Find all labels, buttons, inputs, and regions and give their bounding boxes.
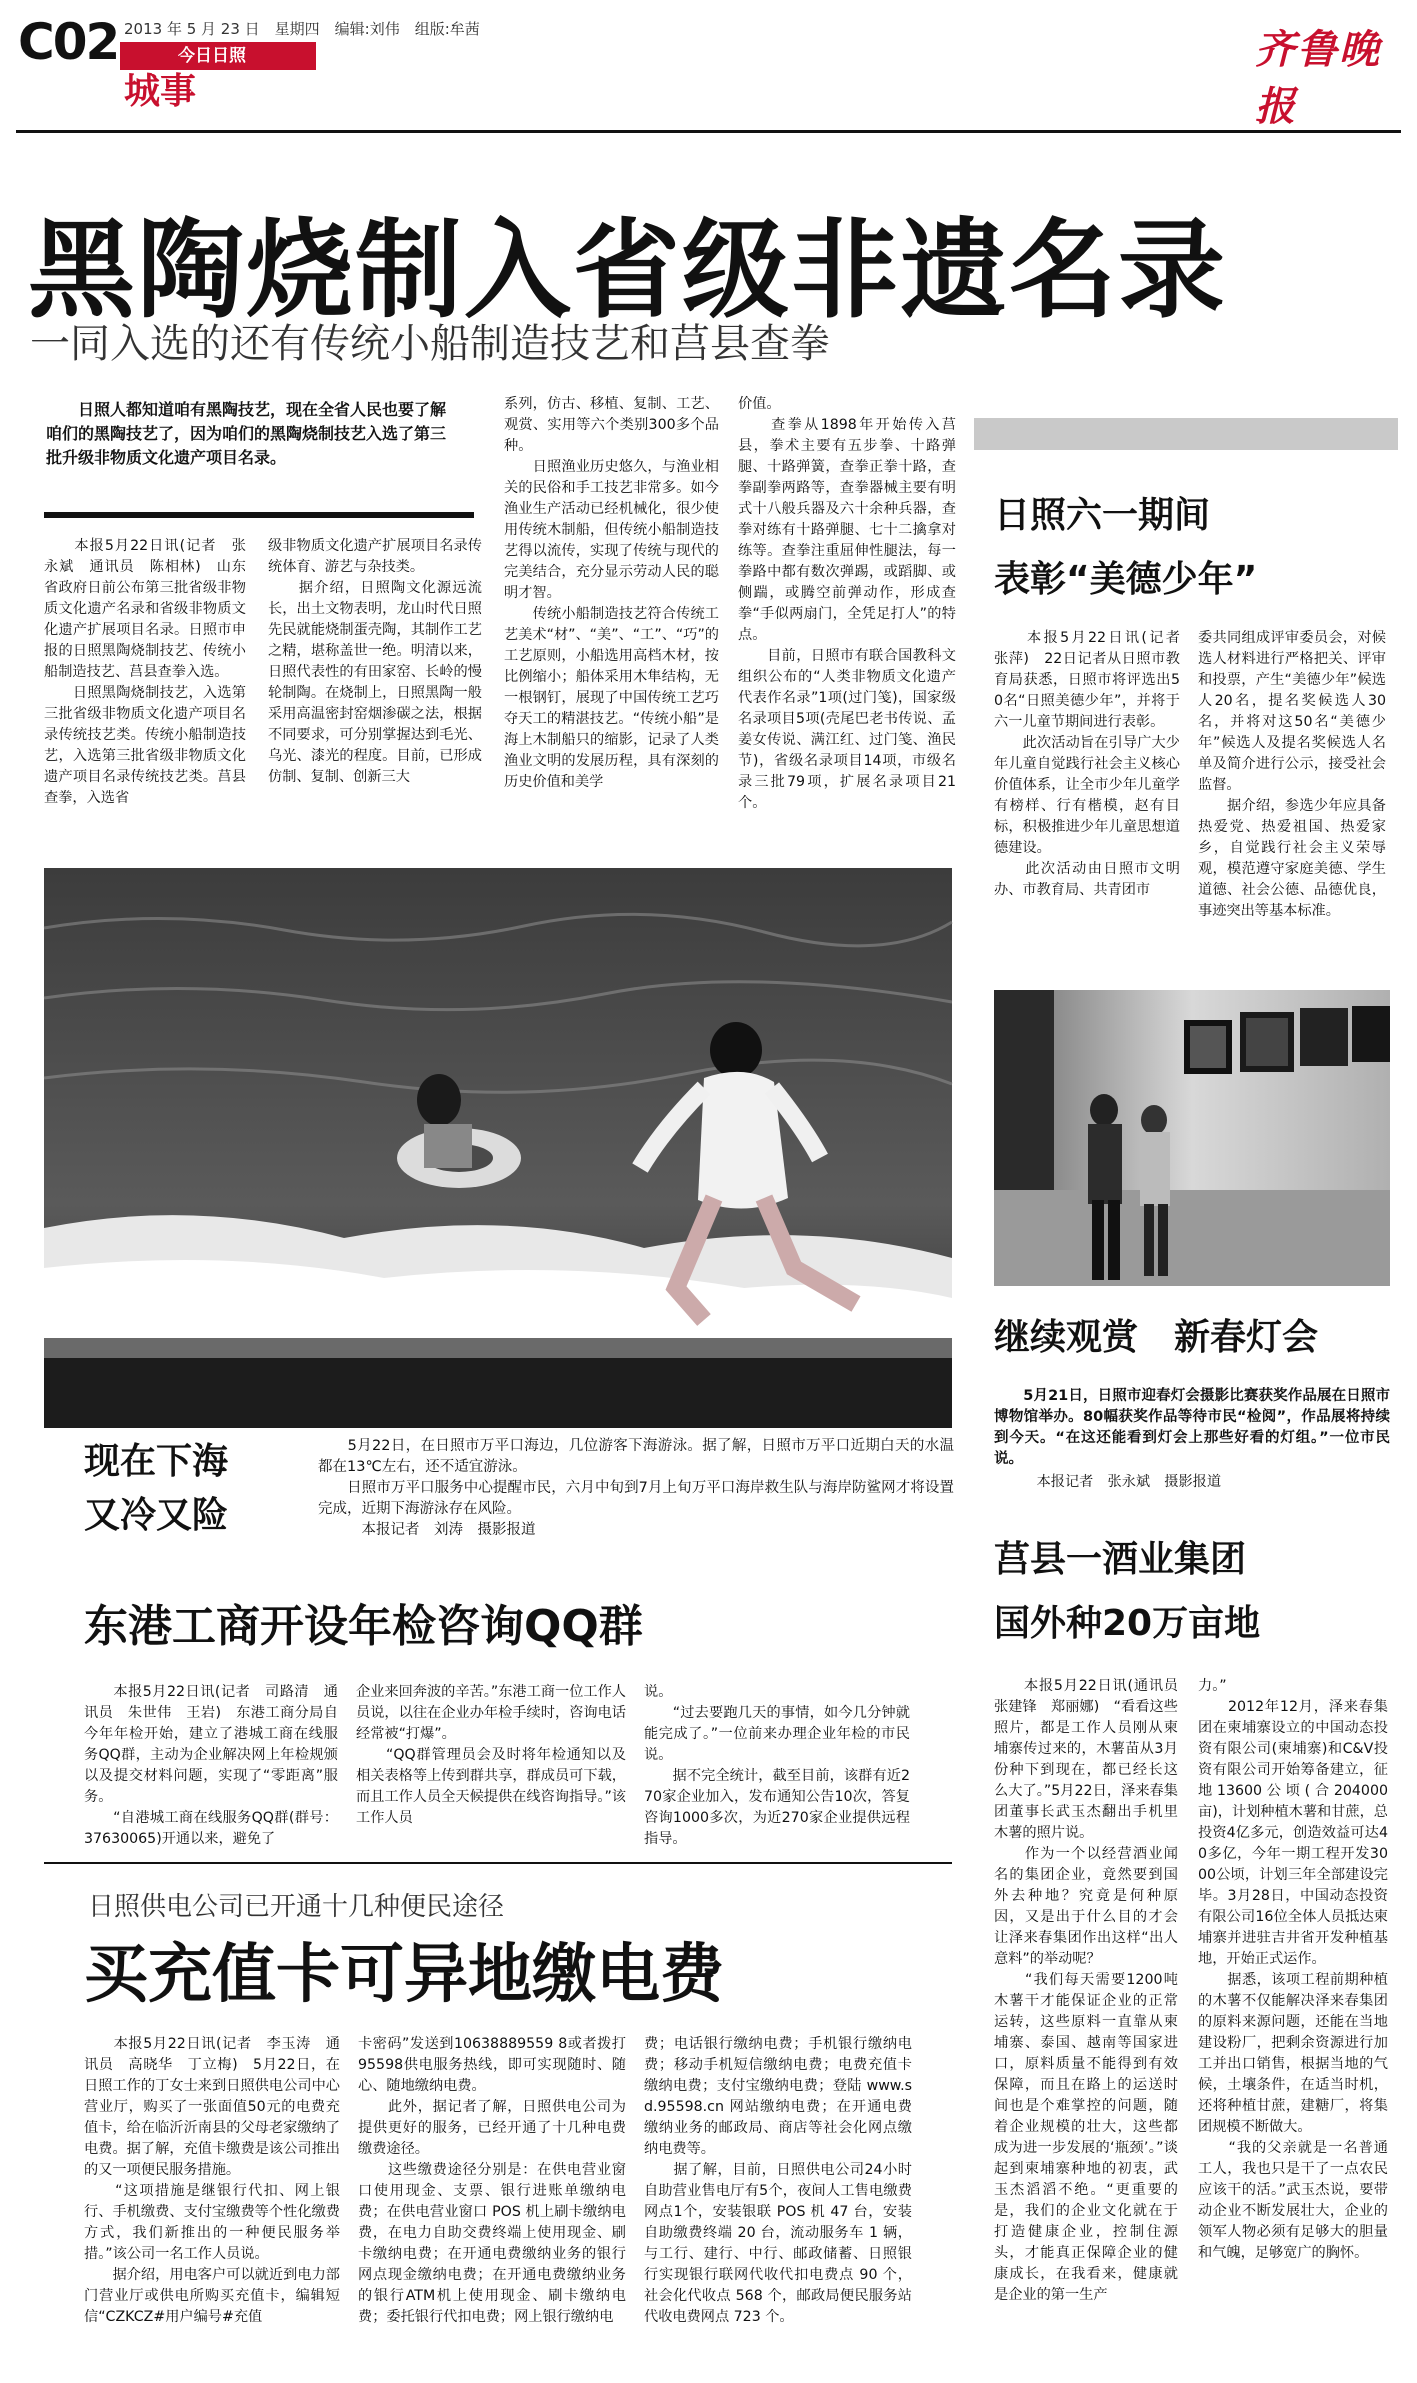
youth-column-1: 本报5月22日讯(记者 张萍) 22日记者从日照市教育局获悉，日照市将评选出50名“日照美德少年”，并将于六一儿童节期间进行表彰。 此次活动旨在引导广大少年儿童自觉践行社会主义核心价值体系，让全市少年儿童学有榜样、行有楷模，赵有目标，积极推进少年儿童思想道德建设。 此次活动由日照市文明办、市教育局、共青团市 — [994, 630, 1180, 898]
lead-column-1: 本报5月22日讯(记者 张永斌 通讯员 陈相林) 山东省政府日前公布第三批省级非物质文化遗产名录和省级非物质文化遗产扩展项目名录。日照市申报的日照黑陶烧制技艺、传统小船制造技艺、莒县查拳入选。 日照黑陶烧制技艺，入选第三批省级非物质文化遗产项目名录传统技艺类。传统小船制造技艺，入选第三批省级非物质文化遗产项目名录传统技艺类。莒县查拳，入选省 — [44, 538, 246, 806]
lead-column-4: 价值。 查拳从1898年开始传入莒县，拳术主要有五步拳、十路弹腿、十路弹簧，查拳正拳十路，查拳副拳两路等，查拳器械主要有明式十八般兵器及六十余种兵器，查拳对练有十路弹腿、七十二擒拿对练等。查拳注重屈伸性腿法，每一拳路中都有数次弹踢，或蹈脚、或侧踹，或腾空前弹动作，形成查拳“手似两扇门，全凭足打人”的特点。 目前，日照市有联合国教科文组织公布的“人类非物质文化遗产代表作名录”1项(过门笺)，国家级名录项目5项(壳尾巴老书传说、孟姜女传说、满江红、过门笺、渔民节)，省级名录项目14项，市级名录三批79项，扩展名录项目21个。 — [738, 396, 956, 811]
lead-intro: 日照人都知道咱有黑陶技艺，现在全省人民也要了解咱们的黑陶技艺了，因为咱们的黑陶烧制技艺入选了第三批升级非物质文化遗产项目名录。 — [46, 400, 447, 467]
power-headline: 买充值卡可异地缴电费 — [84, 1938, 724, 2012]
intro-rule — [44, 512, 474, 518]
qq-column-2: 企业来回奔波的辛苦。”东港工商一位工作人员说，以往在企业办年检手续时，咨询电话经常被“打爆”。 “QQ群管理员会及时将年检通知以及相关表格等上传到群共享，群成员可下载，而且工作人员全天候提供在线咨询指导。”该工作人员 — [356, 1684, 626, 1826]
wine-headline-1: 莒县一酒业集团 — [994, 1539, 1247, 1580]
lead-subheadline: 一同入选的还有传统小船制造技艺和莒县查拳 — [30, 321, 830, 367]
youth-gray-band — [974, 418, 1398, 450]
lantern-headline: 继续观赏 新春灯会 — [994, 1317, 1319, 1358]
page-number: C02 — [18, 13, 119, 71]
wine-column-2: 力。” 2012年12月，泽来春集团在柬埔寨设立的中国动态投资有限公司(柬埔寨)和C&V投资有限公司开始筹备建立，征地13600公顷(合204000亩)，计划种植木薯和甘蔗，总投资4亿多元，创造效益可达40多亿，今年一期工程开发3000公顷，计划三年全部建设完毕。3月28日，中国动态投资有限公司16位全体人员抵达柬埔寨并进驻吉井省开发种植基地，开始正式运作。 据悉，该项工程前期种植的木薯不仅能解决泽来春集团的原料来源问题，还能在当地建设粉厂，把剩余资源进行加工并出口销售，根据当地的气候，土壤条件，在适当时机，还将种植甘蔗，建糖厂，将集团规模不断做大。 “我的父亲就是一名普通工人，我也只是干了一点农民应该干的活。”武玉杰说，要带动企业不断发展壮大，企业的领军人物必须有足够大的胆量和气魄，足够宽广的胸怀。 — [1198, 1678, 1388, 2261]
qq-headline: 东港工商开设年检咨询QQ群 — [84, 1601, 643, 1652]
masthead-logo: 齐鲁晚报 — [1255, 26, 1381, 130]
wine-column-1: 本报5月22日讯(通讯员 张建锋 郑丽娜) “看看这些照片，都是工作人员刚从柬埔寨传过来的，木薯苗从3月份种下到现在，都已经长这么大了。”5月22日，泽来春集团董事长武玉杰翻出手机里木薯的照片说。 作为一个以经营酒业闻名的集团企业，竟然要到国外去种地？究竟是何种原因，又是出于什么目的才会让泽来春集团作出这样“出人意料”的举动呢？ “我们每天需要1200吨木薯干才能保证企业的正常运转，这些原料一直靠从柬埔寨、泰国、越南等国家进口，原料质量不能得到有效保障，而且在路上的运送时间也是个难掌控的问题，随着企业规模的壮大，这些都成为进一步发展的‘瓶颈’。”谈起到柬埔寨种地的初衷，武玉杰滔滔不绝。“更重要的是，我们的企业文化就在于打造健康企业，控制住源头，才能真正保障企业的健康成长，在我看来，健康就是企业的第一生产 — [994, 1678, 1178, 2303]
power-column-3: 费；电话银行缴纳电费；手机银行缴纳电费；移动手机短信缴纳电费；电费充值卡缴纳电费；支付宝缴纳电费；登陆 www.sd.95598.cn 网站缴纳电费；在开通电费缴纳业务的邮政局、商店等社会化网点缴纳电费等。 据了解，目前，日照供电公司24小时自助营业售电厅有5个，夜间人工售电缴费网点1个，安装银联 POS 机 47 台，安装自助缴费终端 20 台，流动服务车 1 辆，与工行、建行、中行、邮政储蓄、日照银行实现银行联网代收代扣电费点 90 个，社会化代收点 568 个，邮政局便民服务站代收电费网点 723 个。 — [644, 2036, 912, 2325]
lantern-exhibition-photo — [994, 990, 1390, 1286]
sea-headline-2: 又冷又险 — [84, 1495, 229, 1536]
lantern-caption: 5月21日，日照市迎春灯会摄影比赛获奖作品展在日照市博物馆举办。80幅获奖作品等待市民“检阅”，作品展将持续到今天。“在这还能看到灯会上那些好看的灯组。”一位市民说。 — [994, 1388, 1390, 1467]
power-column-2: 卡密码”发送到10638889559 8或者拨打95598供电服务热线，即可实现随时、随心、随地缴纳电费。 此外，据记者了解，日照供电公司为提供更好的服务，已经开通了十几种电费缴费途径。 这些缴费途径分别是：在供电营业窗口使用现金、支票、银行进账单缴纳电费；在供电营业窗口 POS 机上刷卡缴纳电费，在电力自助交费终端上使用现金、刷卡缴纳电费；在开通电费缴纳业务的银行网点现金缴纳电费；在开通电费缴纳业务的银行ATM机上使用现金、刷卡缴纳电费；委托银行代扣电费；网上银行缴纳电 — [358, 2036, 626, 2325]
qq-column-3: 说。 “过去要跑几天的事情，如今几分钟就能完成了。”一位前来办理企业年检的市民说。 据不完全统计，截至目前，该群有近270家企业加入，发布通知公告10次，答复咨询1000多次，为近270家企业提供远程指导。 — [644, 1684, 910, 1847]
sea-caption: 5月22日，在日照市万平口海边，几位游客下海游泳。据了解，日照市万平口近期白天的水温都在13℃左右，还不适宜游泳。 日照市万平口服务中心提醒市民，六月中旬到7月上旬万平口海岸救生队与海岸防鲨网才将设置完成，近期下海游泳存在风险。 本报记者 刘涛 摄影报道 — [318, 1438, 954, 1538]
sea-headline-1: 现在下海 — [84, 1441, 229, 1482]
power-column-1: 本报5月22日讯(记者 李玉涛 通讯员 高晓华 丁立梅) 5月22日，在日照工作的丁女士来到日照供电公司中心营业厅，购买了一张面值50元的电费充值卡，给在临沂沂南县的父母老家缴纳了电费。据了解，充值卡缴费是该公司推出的又一项便民服务措施。 “这项措施是继银行代扣、网上银行、手机缴费、支付宝缴费等个性化缴费方式，我们新推出的一种便民服务举措。”该公司一名工作人员说。 据介绍，用电客户可以就近到电力部门营业厅或供电所购买充值卡，编辑短信“CZKCZ#用户编号#充值 — [84, 2036, 340, 2325]
lead-column-2: 级非物质文化遗产扩展项目名录传统体育、游艺与杂技类。 据介绍，日照陶文化源远流长，出土文物表明，龙山时代日照先民就能烧制蛋壳陶，其制作工艺之精，堪称盖世一绝。明清以来，日照代表性的有田家窑、长岭的慢轮制陶。在烧制上，日照黑陶一般采用高温密封窑烟渗碳之法，根据不同要求，可分别掌握达到毛光、乌光、漆光的程度。目前，已形成仿制、复制、创新三大 — [268, 538, 482, 785]
lead-headline: 黑陶烧制入省级非遗名录 — [28, 209, 1228, 333]
lead-column-3: 系列，仿古、移植、复制、工艺、观赏、实用等六个类别300多个品种。 日照渔业历史悠久，与渔业相关的民俗和手工技艺非常多。如今渔业生产活动已经机械化，很少使用传统木制船，但传统小船制造技艺得以流传，实现了传统与现代的完美结合，充分显示劳动人民的聪明才智。 传统小船制造技艺符合传统工艺美术“材”、“美”、“工”、“巧”的工艺原则，小船选用高档木材，按比例缩小；船体采用木隼结构，无一根钢钉，展现了中国传统工艺巧夺天工的精湛技艺。“传统小船”是海上木制船只的缩影，记录了人类渔业文明的发展历程，具有深刻的历史价值和美学 — [504, 396, 719, 790]
header-rule — [16, 130, 1401, 133]
section-name: 城事 — [124, 71, 197, 112]
youth-headline-1: 日照六一期间 — [994, 495, 1211, 536]
sea-swimmers-photo — [44, 868, 952, 1428]
youth-headline-2: 表彰“美德少年” — [994, 559, 1258, 600]
wine-headline-2: 国外种20万亩地 — [994, 1603, 1261, 1644]
power-kicker: 日照供电公司已开通十几种便民途径 — [88, 1892, 505, 1922]
youth-column-2: 委共同组成评审委员会，对候选人材料进行严格把关、评审和投票，产生“美德少年”候选人20名，提名奖候选人30名，并将对这50名“美德少年”候选人及提名奖候选人名单及简介进行公示，接受社会监督。 据介绍，参选少年应具备热爱党、热爱祖国、热爱家乡，自觉践行社会主义荣辱观，模范遵守家庭美德、学生道德、社会公德、品德优良，事迹突出等基本标准。 — [1198, 630, 1386, 919]
lantern-byline: 本报记者 张永斌 摄影报道 — [994, 1474, 1222, 1490]
qq-column-1: 本报5月22日讯(记者 司路清 通讯员 朱世伟 王岩) 东港工商分局自今年年检开始，建立了港城工商在线服务QQ群，主动为企业解决网上年检规颁以及提交材料问题，实现了“零距离”服务。 “自港城工商在线服务QQ群(群号：37630065)开通以来，避免了 — [84, 1684, 338, 1847]
issue-meta: 2013 年 5 月 23 日 星期四 编辑:刘伟 组版:牟茜 — [124, 20, 480, 38]
qq-rule — [44, 1862, 952, 1864]
section-tag: 今日日照 — [120, 42, 316, 70]
